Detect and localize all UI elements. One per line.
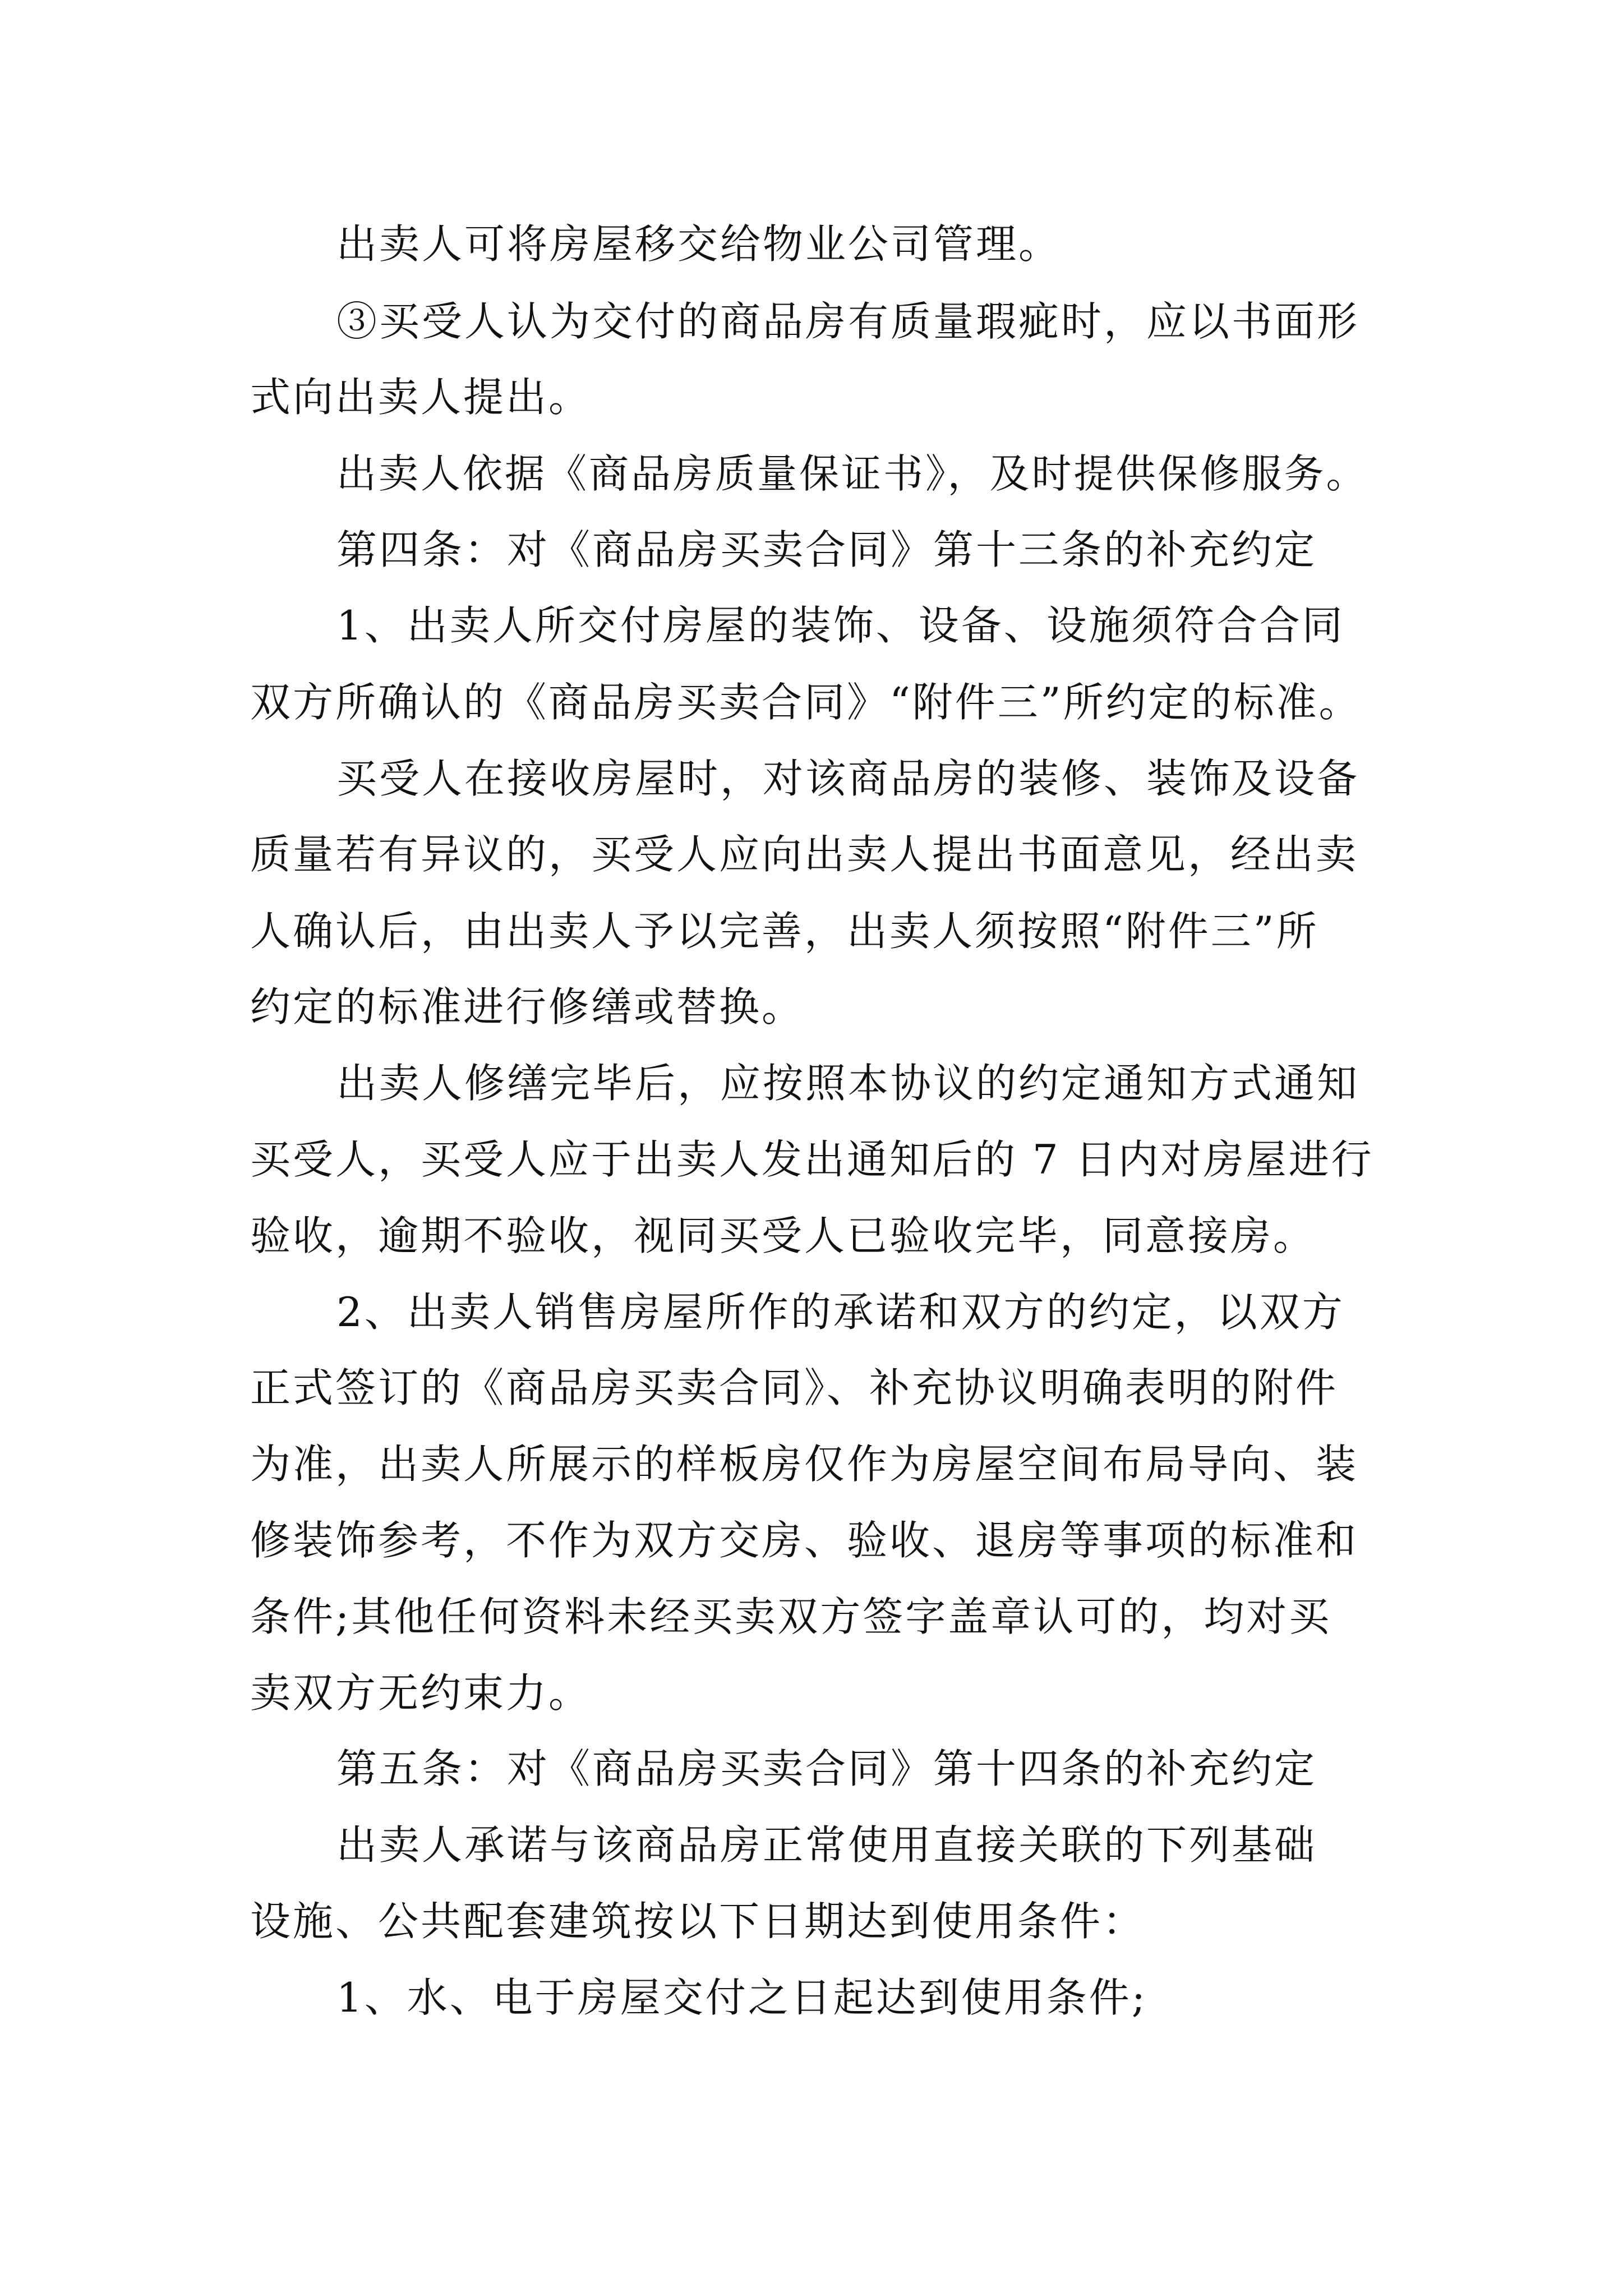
- text-line: 条件;其他任何资料未经买卖双方签字盖章认可的，均对买: [250, 1593, 1332, 1640]
- text-line: 1、出卖人所交付房屋的装饰、设备、设施须符合合同: [336, 602, 1345, 649]
- text-line: 人确认后，由出卖人予以完善，出卖人须按照“附件三”所: [250, 908, 1319, 955]
- text-line: 验收，逾期不验收，视同买受人已验收完毕，同意接房。: [250, 1212, 1316, 1259]
- text-line: ③买受人认为交付的商品房有质量瑕疵时，应以书面形: [336, 298, 1360, 345]
- text-line: 出卖人依据《商品房质量保证书》，及时提供保修服务。: [336, 450, 1368, 497]
- text-line: 式向出卖人提出。: [250, 374, 592, 421]
- text-line: 1、水、电于房屋交付之日起达到使用条件;: [336, 1974, 1148, 2021]
- text-line: 卖双方无约束力。: [250, 1669, 592, 1717]
- text-line: 买受人在接收房屋时，对该商品房的装修、装饰及设备: [336, 755, 1360, 802]
- text-line: 出卖人承诺与该商品房正常使用直接关联的下列基础: [336, 1821, 1317, 1869]
- text-line: 约定的标准进行修缮或替换。: [250, 983, 805, 1030]
- text-line: 质量若有异议的，买受人应向出卖人提出书面意见，经出卖: [250, 831, 1359, 878]
- text-line: 设施、公共配套建筑按以下日期达到使用条件：: [250, 1898, 1146, 1945]
- text-line: 出卖人修缮完毕后，应按照本协议的约定通知方式通知: [336, 1060, 1360, 1107]
- text-line: 买受人，买受人应于出卖人发出通知后的 7 日内对房屋进行: [250, 1136, 1374, 1183]
- text-line: 正式签订的《商品房买卖合同》、补充协议明确表明的附件: [250, 1364, 1339, 1411]
- section-heading: 第五条：对《商品房买卖合同》第十四条的补充约定: [336, 1745, 1317, 1792]
- text-line: 2、出卖人销售房屋所作的承诺和双方的约定，以双方: [336, 1289, 1345, 1336]
- section-heading: 第四条：对《商品房买卖合同》第十三条的补充约定: [336, 526, 1317, 573]
- text-line: 双方所确认的《商品房买卖合同》“附件三”所约定的标准。: [250, 679, 1362, 726]
- text-line: 为准，出卖人所展示的样板房仅作为房屋空间布局导向、装: [250, 1441, 1359, 1488]
- text-line: 出卖人可将房屋移交给物业公司管理。: [336, 220, 1062, 268]
- text-line: 修装饰参考，不作为双方交房、验收、退房等事项的标准和: [250, 1517, 1359, 1564]
